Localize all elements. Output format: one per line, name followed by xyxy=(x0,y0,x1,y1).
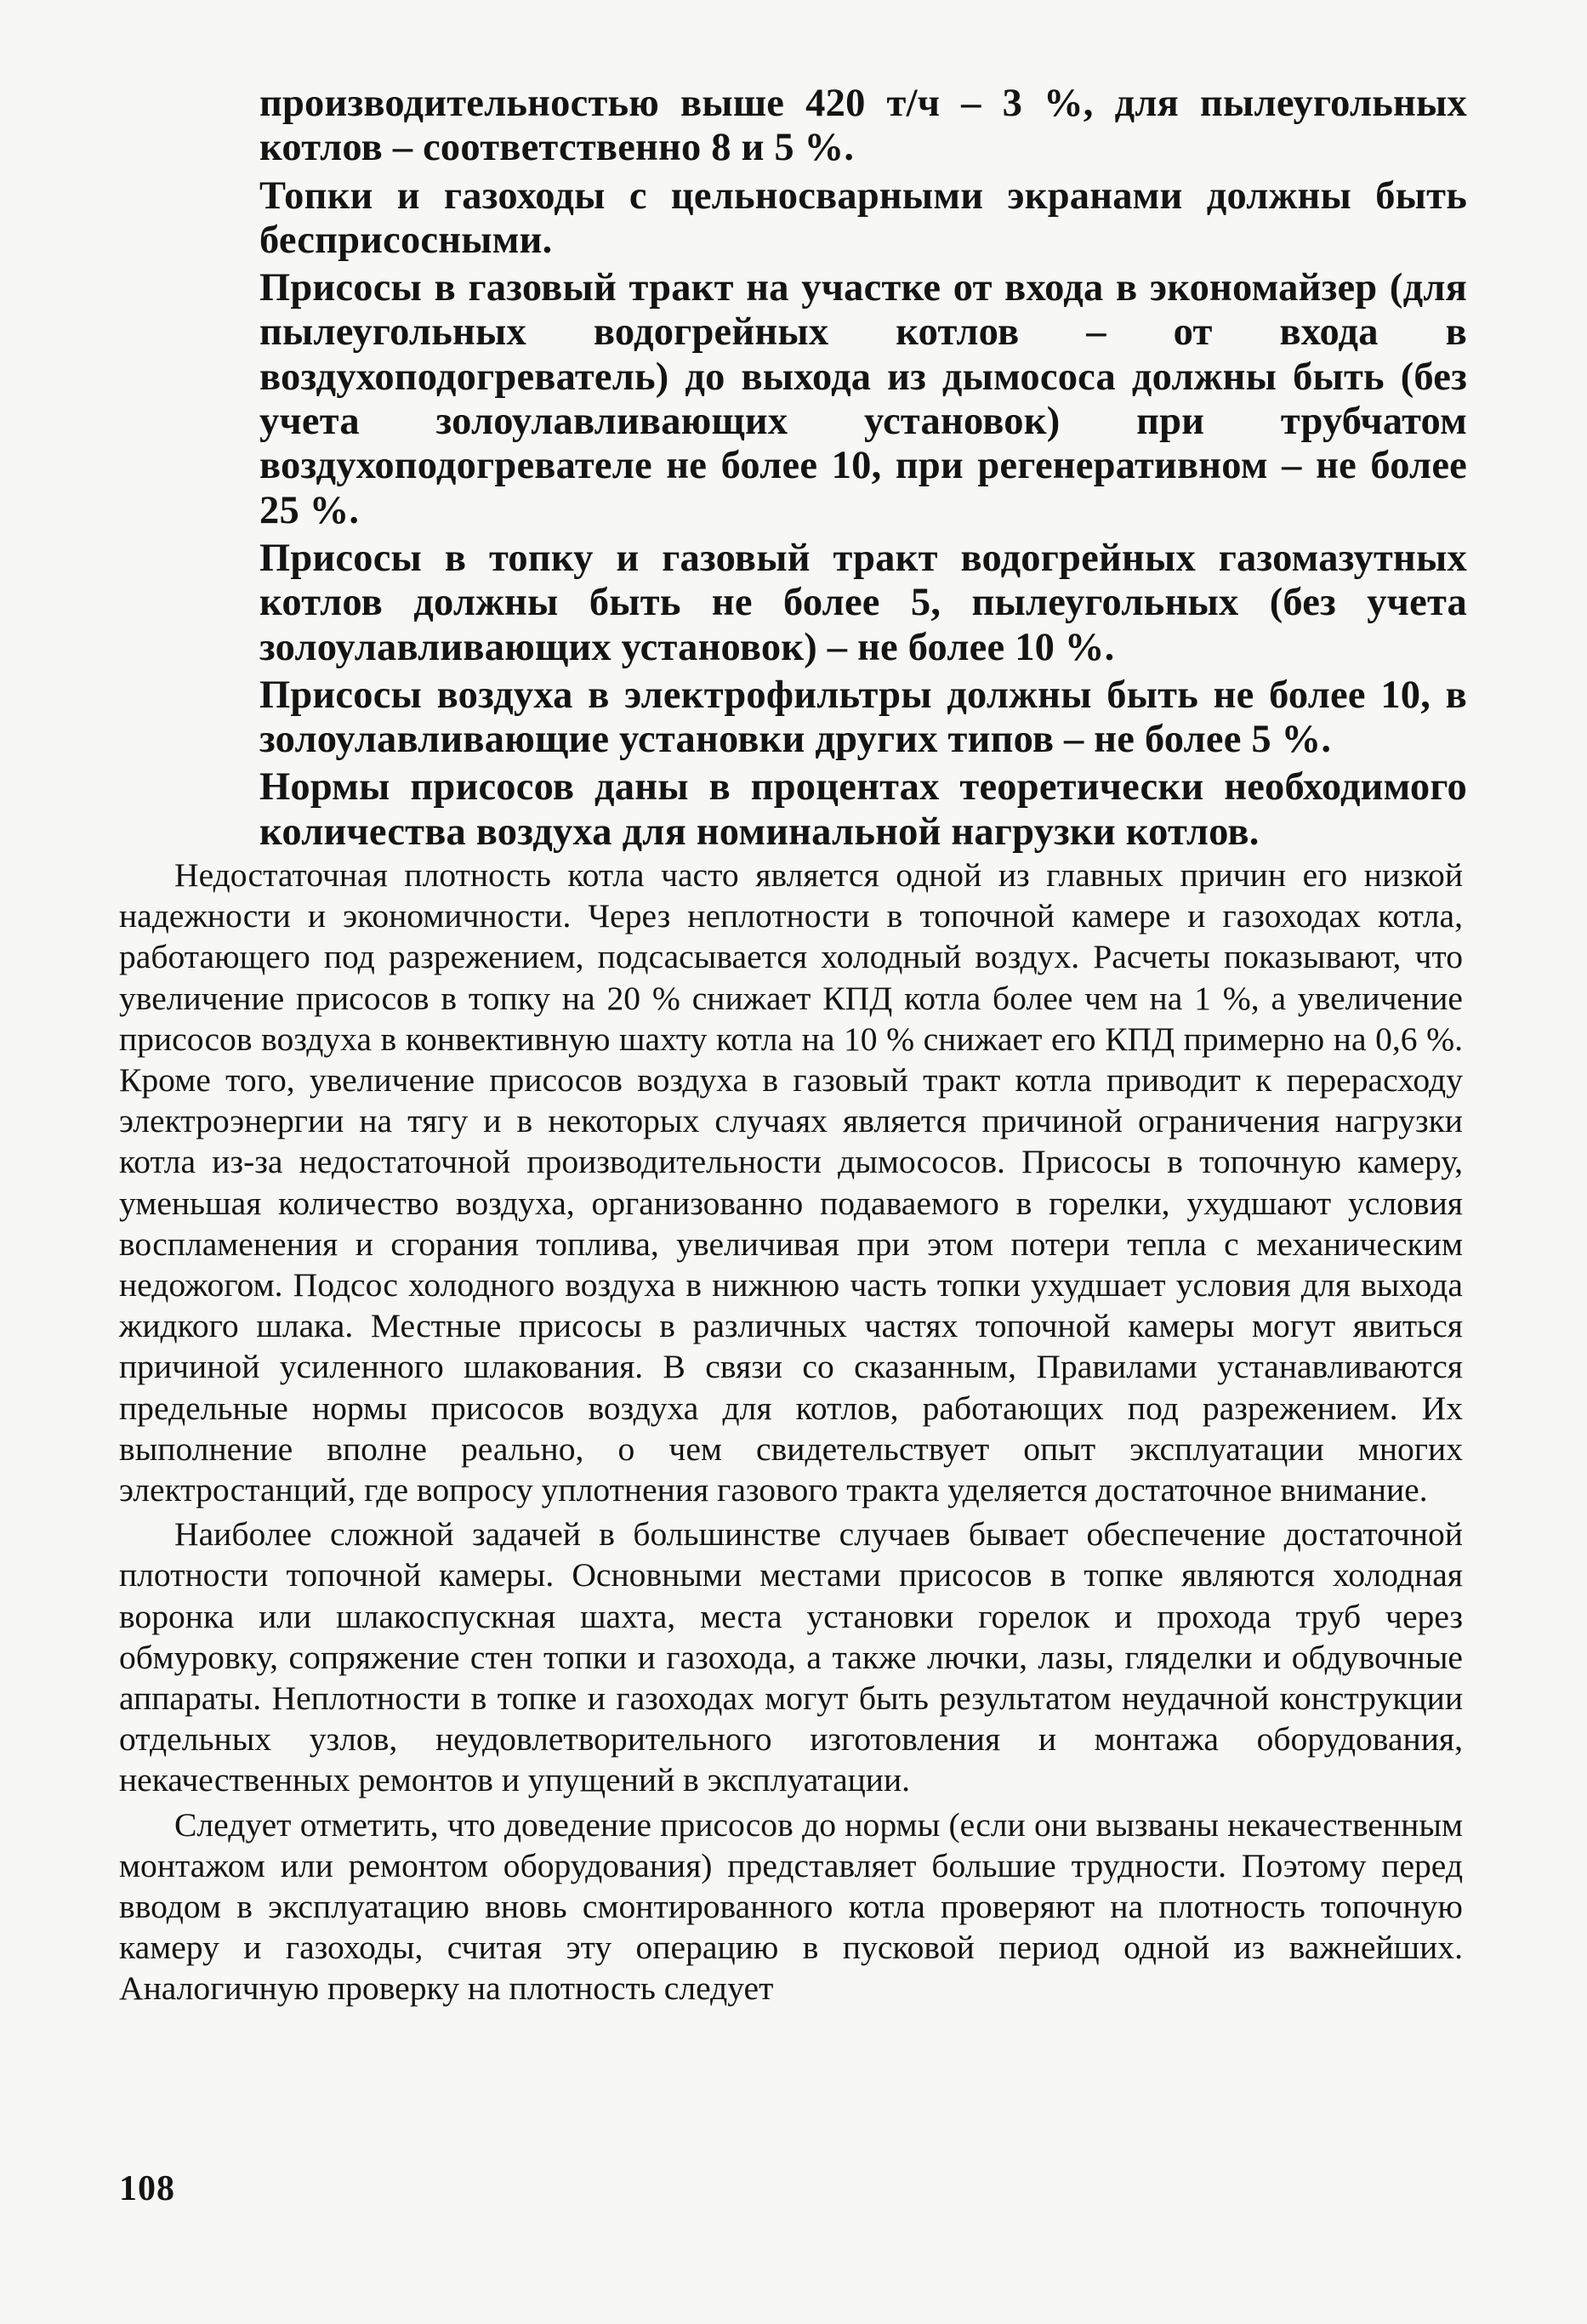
rule-paragraph: Нормы присосов даны в процентах теоретически необходимого количества воздуха для номинальной нагрузки котлов. xyxy=(259,765,1467,854)
rule-paragraph: Присосы воздуха в электрофильтры должны быть не более 10, в золоулавливающие установки других типов – не более 5 %. xyxy=(259,673,1467,762)
rule-paragraph: Присосы в газовый тракт на участке от входа в экономайзер (для пылеугольных водогрейных котлов – от входа в воздухоподогреватель) до выхода из дымососа должны быть (без учета золоулавливающих установок) при трубчатом воздухоподогревателе не более 10, при регенеративном – не более 25 %. xyxy=(259,266,1467,532)
page-number: 108 xyxy=(119,2169,175,2208)
rule-paragraph: производительностью выше 420 т/ч – 3 %, для пылеугольных котлов – соответственно 8 и 5 %. xyxy=(259,82,1467,170)
rule-paragraph: Присосы в топку и газовый тракт водогрейных газомазутных котлов должны быть не более 5, пылеугольных (без учета золоулавливающих установок) – не более 10 %. xyxy=(259,536,1467,669)
rule-paragraph: Топки и газоходы с цельносварными экранами должны быть бесприсосными. xyxy=(259,173,1467,262)
rules-block xyxy=(259,82,1467,855)
body-paragraph: Наиболее сложной задачей в большинстве случаев бывает обеспечение достаточной плотности топочной камеры. Основными местами присосов в топке являются холодная воронка или шлакоспускная шахта, места установки горелок и прохода труб через обмуровку, сопряжение стен топки и газохода, а также лючки, лазы, гляделки и обдувочные аппараты. Неплотности в топке и газоходах могут быть результатом неудачной конструкции отдельных узлов, неудовлетворительного изготовления и монтажа оборудования, некачественных ремонтов и упущений в эксплуатации. xyxy=(119,1515,1463,1799)
body-paragraph: Следует отметить, что доведение присосов до нормы (если они вызваны некачественным монтажом или ремонтом оборудования) представляет большие трудности. Поэтому перед вводом в эксплуатацию вновь смонтированного котла проверяют на плотность топочную камеру и газоходы, считая эту операцию в пусковой период одной из важнейших. Аналогичную проверку на плотность следует xyxy=(119,1805,1463,2008)
body-paragraph: Недостаточная плотность котла часто является одной из главных причин его низкой надежности и экономичности. Через неплотности в топочной камере и газоходах котла, работающего под разрежением, подсасывается холодный воздух. Расчеты показывают, что увеличение присосов в топку на 20 % снижает КПД котла более чем на 1 %, а увеличение присосов воздуха в конвективную шахту котла на 10 % снижает его КПД примерно на 0,6 %. Кроме того, увеличение присосов воздуха в газовый тракт котла приводит к перерасходу электроэнергии на тягу и в некоторых случаях является причиной ограничения нагрузки котла из-за недостаточной производительности дымососов. Присосы в топочную камеру, уменьшая количество воздуха, организованно подаваемого в горелки, ухудшают условия воспламенения и сгорания топлива, увеличивая при этом потери тепла с механическим недожогом. Подсос холодного воздуха в нижнюю часть топки ухудшает условия для выхода жидкого шлака. Местные присосы в различных частях топочной камеры могут явиться причиной усиленного шлакования. В связи со сказанным, Правилами устанавливаются предельные нормы присосов воздуха для котлов, работающих под разрежением. Их выполнение вполне реально, о чем свидетельствует опыт эксплуатации многих электростанций, где вопросу уплотнения газового тракта уделяется достаточное внимание. xyxy=(119,856,1463,1509)
commentary-text xyxy=(119,855,1463,2009)
